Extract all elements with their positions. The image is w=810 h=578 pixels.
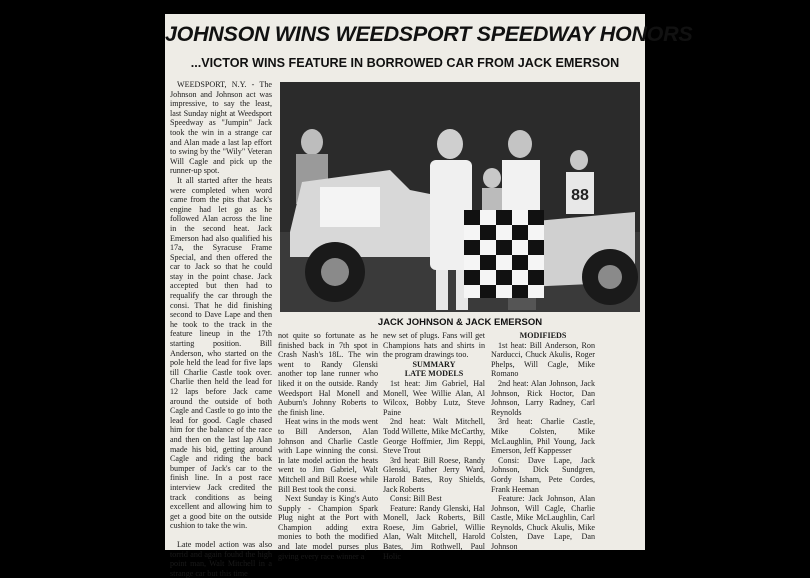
results-line: 3rd heat: Bill Roese, Randy Glenski, Father Jerry Ward, Harold Bates, Roy Shields, Jack Roberts bbox=[383, 455, 485, 494]
article-column-1 bbox=[170, 80, 272, 578]
results-line: Consi: Bill Best bbox=[390, 494, 442, 504]
summary-heading: SUMMARY bbox=[412, 359, 456, 369]
article-column-3 bbox=[383, 331, 485, 561]
paragraph: new set of plugs. Fans will get Champions hats and shirts in the program drawings too. bbox=[383, 331, 485, 360]
results-line: Feature: Jack Johnson, Alan Johnson, Will Cagle, Charlie Castle, Mike McLaughlin, Carl Reynolds, Chuck Akulis, Mike Colsten, Dave Lape, Dan Johnson bbox=[491, 494, 595, 552]
paragraph: Heat wins in the mods went to Bill Anderson, Alan Johnson and Charlie Castle with Lape winning the consi. In late model action the heats went to Jim Gabriel, Walt Mitchell and Bill Roese while Bill Best took the consi. bbox=[278, 417, 378, 494]
late-models-heading: LATE MODELS bbox=[404, 369, 464, 379]
results-line: Consi: Dave Lape, Jack Johnson, Dick Sundgren, Gordy Isham, Pete Cordes, Frank Heeman bbox=[491, 455, 595, 494]
results-line: Feature: Randy Glenski, Hal Monell, Jack Roberts, Bill Roese, Jim Gabriel, Willie Alan, Walt Mitchell, Harold Bates, Jim Rothwell, Paul Holic bbox=[383, 503, 485, 561]
results-line: 2nd heat: Alan Johnson, Jack Johnson, Rick Hoctor, Dan Johnson, Larry Radney, Carl Reynolds bbox=[491, 378, 595, 417]
results-line: 1st heat: Jim Gabriel, Hal Monell, Wee Willie Alan, Al Wilcox, Bobby Lutz, Steve Paine bbox=[383, 378, 485, 417]
modifieds-heading: MODIFIEDS bbox=[519, 331, 567, 340]
subheadline: ...VICTOR WINS FEATURE IN BORROWED CAR FROM JACK EMERSON bbox=[190, 56, 620, 70]
race-photo bbox=[280, 82, 640, 312]
paragraph: Next Sunday is King's Auto Supply - Champion Spark Plug night at the Port with Champion adding extra monies to both the modified and late model purses plus giving every race winner a bbox=[278, 494, 378, 561]
newspaper-clipping bbox=[165, 14, 693, 578]
photo-caption: JACK JOHNSON & JACK EMERSON bbox=[377, 317, 543, 328]
paragraph: not quite so fortunate as he finished back in 7th spot in Crash Nash's 18L. The win went to Randy Glenski another top lane runner who liked it on the outside. Randy Weedsport Hal Monell and Auburn's Johnny Roberts to the finish line. bbox=[278, 331, 378, 417]
paragraph: It all started after the heats were completed when word came from the pits that Jack's engine had let go as he followed Alan across the line in the second heat. Jack Emerson had also qualified his 17a, the Syracuse Frame Special, and then offered the car to Jack so that he could stay in the point chase. Jack accepted but then had to requalify the car through the consi. That he did finishing second to Dave Lape and then he took to the track in the feature lineup in the 17th starting position. Bill Anderson, who started on the pole held the lead for five laps till Charlie Castle took over. Charlie then held the lead for 12 laps before Jack came around the outside of both Cagle and Castle to go into the lead for good. Cagle chased him for the balance of the race and then on the last lap Alan made his bid, getting around Cagle and riding the back bumper of Jack's car to the finish line. In a post race interview Jack credited the track conditions as being excellent and allowing him to get a good bite on the outside cushion to take the win. bbox=[170, 175, 272, 531]
headline: JOHNSON WINS WEEDSPORT SPEEDWAY HONORS bbox=[165, 22, 693, 46]
results-line: 1st heat: Bill Anderson, Ron Narducci, Chuck Akulis, Roger Phelps, Will Cagle, Mike Romano bbox=[491, 340, 595, 379]
results-line: 2nd heat: Walt Mitchell, Todd Willette, Mike McCarthy, George Hoffmier, Jim Reppi, Steve Trout bbox=[383, 417, 485, 456]
car-number: 88 bbox=[571, 187, 589, 204]
results-line: 3rd heat: Charlie Castle, Mike Colsten, Mike McLaughlin, Phil Young, Jack Emerson, Jeff Kappesser bbox=[491, 417, 595, 456]
article-column-2 bbox=[278, 331, 378, 561]
paragraph: WEEDSPORT, N.Y. - The Johnson and Johnson act was impressive, to say the least, last Sunday night at Weedsport Speedway as "Jumpin" Jack took the win in a strange car and Alan made a last lap effort to swing by the "Wily" Veteran Will Cagle and pick up the runner-up spot. bbox=[170, 80, 272, 176]
paragraph: Late model action was also torrid and again fouhd the high point man, Walt Mitchell in a strange car but this time bbox=[170, 539, 272, 578]
photo-illustration bbox=[280, 82, 640, 312]
article-column-4 bbox=[491, 331, 595, 552]
